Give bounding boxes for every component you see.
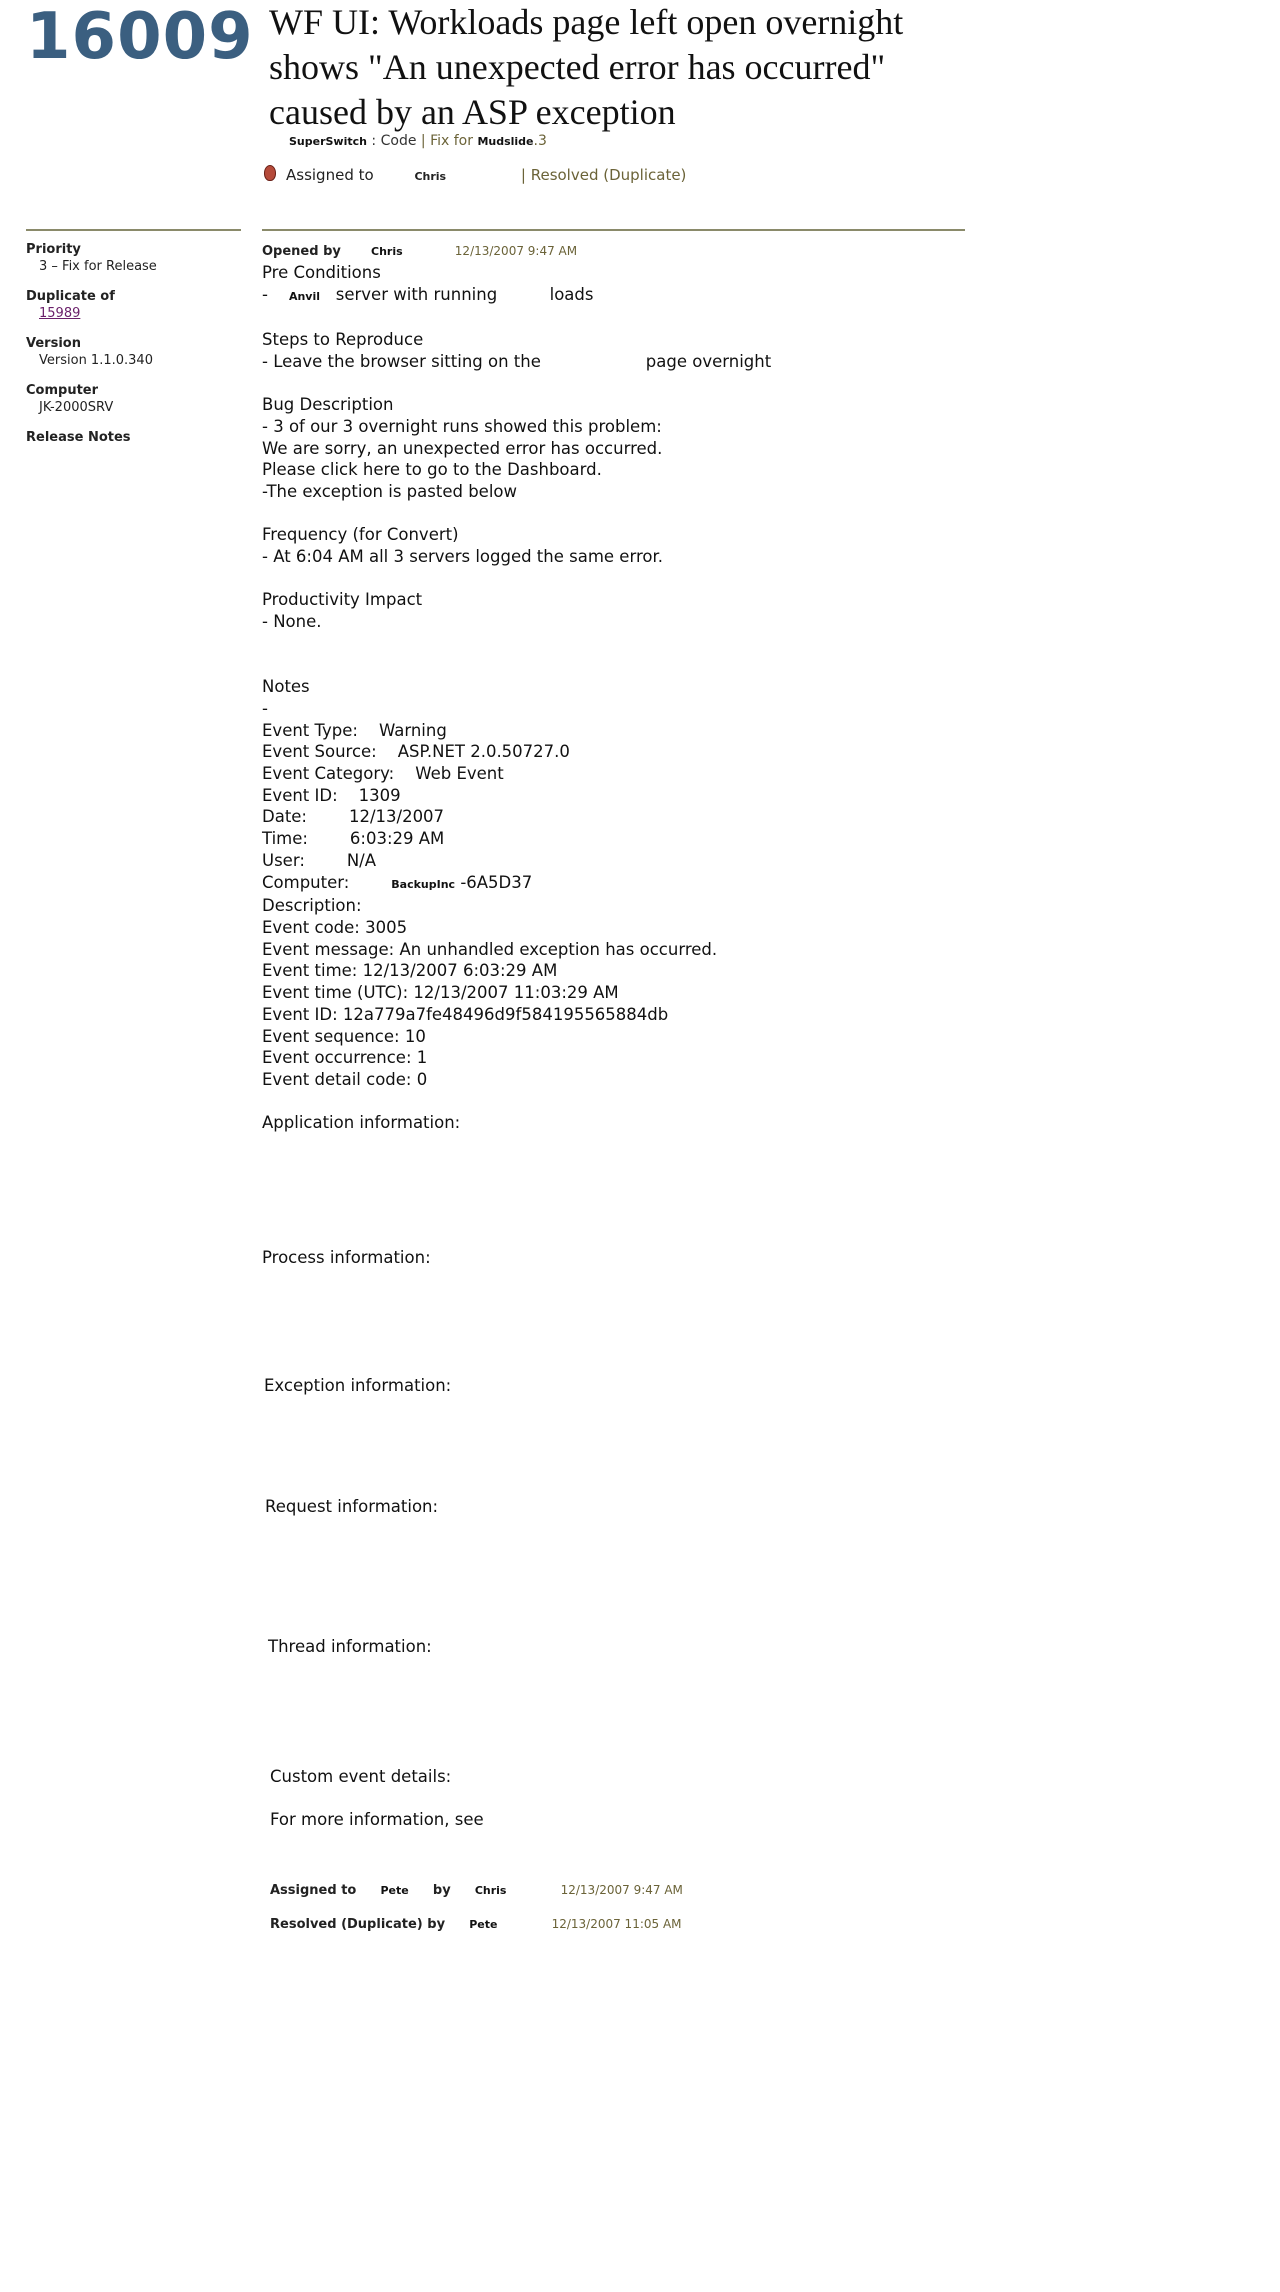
fix-for-release: Mudslide <box>477 135 534 148</box>
computer-prefix: Computer: <box>262 872 350 892</box>
area-name: Code <box>380 133 417 149</box>
project-name: SuperSwitch <box>289 135 367 148</box>
steps-line <box>262 351 982 373</box>
event-line: Event Source: ASP.NET 2.0.50727.0 <box>262 742 570 762</box>
computer-label: Computer <box>26 383 99 398</box>
history-person: Pete <box>469 1918 498 1931</box>
history-entry <box>270 1883 683 1898</box>
history-label: Assigned to <box>270 1883 357 1898</box>
sidebar <box>26 242 241 445</box>
event-line: Description: <box>262 896 362 916</box>
more-info-line: For more information, see <box>270 1810 484 1829</box>
history-person: Pete <box>380 1884 409 1897</box>
event-line: Event Category: Web Event <box>262 764 504 784</box>
event-line: Time: 6:03:29 AM <box>262 829 445 849</box>
fix-for-suffix: .3 <box>533 133 547 149</box>
pre-conditions-line <box>262 284 982 308</box>
opened-date: 12/13/2007 9:47 AM <box>454 244 578 258</box>
process-info-heading: Process information: <box>262 1248 431 1267</box>
thread-info-heading: Thread information: <box>268 1637 432 1656</box>
pre-dash: - <box>262 284 268 304</box>
request-info-heading: Request information: <box>265 1497 439 1516</box>
bug-line: Please click here to go to the Dashboard. <box>262 460 602 480</box>
application-info-heading: Application information: <box>262 1113 461 1133</box>
bug-line: -The exception is pasted below <box>262 482 518 501</box>
steps-end: page overnight <box>645 351 772 371</box>
release-notes-label: Release Notes <box>26 430 131 445</box>
impact-line: - None. <box>262 612 322 632</box>
bug-number: 16009 <box>26 0 254 74</box>
event-line: Event sequence: 10 <box>262 1026 426 1046</box>
computer-value: JK-2000SRV <box>39 400 114 415</box>
history-entry <box>270 1917 682 1932</box>
frequency-heading: Frequency (for Convert) <box>262 525 459 545</box>
history-date: 12/13/2007 11:05 AM <box>551 1917 682 1931</box>
event-line: Event message: An unhandled exception has occurred. <box>262 939 718 959</box>
bug-description <box>262 262 982 1134</box>
steps-heading: Steps to Reproduce <box>262 330 424 350</box>
assignment-line <box>264 165 686 184</box>
event-line: Event ID: 1309 <box>262 785 401 805</box>
event-line: Event time: 12/13/2007 6:03:29 AM <box>262 961 558 981</box>
bug-icon <box>264 165 276 181</box>
bug-meta-line <box>289 133 547 149</box>
pre-mid: server with running <box>335 284 498 304</box>
notes-dash: - <box>262 698 268 718</box>
fix-for-label: | Fix for <box>420 133 473 149</box>
priority-value: 3 – Fix for Release <box>39 259 157 274</box>
exception-info-heading: Exception information: <box>264 1376 452 1395</box>
bug-heading: Bug Description <box>262 395 394 415</box>
priority-label: Priority <box>26 242 81 257</box>
history-date: 12/13/2007 9:47 AM <box>560 1883 683 1897</box>
pre-end: loads <box>549 284 594 304</box>
impact-heading: Productivity Impact <box>262 590 423 610</box>
duplicate-link[interactable]: 15989 <box>39 306 81 321</box>
custom-event-heading: Custom event details: <box>270 1767 452 1786</box>
history-by-person: Chris <box>474 1884 507 1897</box>
opened-by-person: Chris <box>371 245 403 258</box>
area-separator: : <box>366 133 381 149</box>
product-name: Anvil <box>288 289 321 303</box>
event-computer-line <box>262 872 982 896</box>
notes-heading: Notes <box>262 677 310 697</box>
bug-line: - 3 of our 3 overnight runs showed this problem: <box>262 416 662 436</box>
computer-host: BackupInc <box>391 877 456 891</box>
history-by: by <box>432 1883 451 1898</box>
opened-by-line <box>262 244 577 259</box>
bug-status: | Resolved (Duplicate) <box>520 166 687 184</box>
opened-by-label: Opened by <box>262 244 341 259</box>
event-line: Date: 12/13/2007 <box>262 807 445 827</box>
history-label: Resolved (Duplicate) by <box>270 1917 446 1932</box>
sidebar-divider <box>26 229 241 231</box>
frequency-line: - At 6:04 AM all 3 servers logged the same error. <box>262 547 663 567</box>
event-line: Event Type: Warning <box>262 720 447 740</box>
event-line: User: N/A <box>262 850 377 870</box>
duplicate-label: Duplicate of <box>26 289 115 304</box>
main-divider <box>262 229 965 231</box>
version-label: Version <box>26 336 81 351</box>
steps-start: - Leave the browser sitting on the <box>262 351 541 371</box>
event-line: Event ID: 12a779a7fe48496d9f584195565884db <box>262 1004 669 1024</box>
bug-line: We are sorry, an unexpected error has occurred. <box>262 438 663 458</box>
computer-suffix: -6A5D37 <box>460 872 533 892</box>
assigned-label: Assigned to <box>286 166 374 184</box>
version-value: Version 1.1.0.340 <box>39 353 153 368</box>
assigned-person: Chris <box>414 170 447 183</box>
event-line: Event occurrence: 1 <box>262 1048 428 1068</box>
event-line: Event detail code: 0 <box>262 1069 428 1089</box>
bug-title: WF UI: Workloads page left open overnight shows "An unexpected error has occurred" caused by an ASP exception <box>269 2 904 132</box>
event-line: Event time (UTC): 12/13/2007 11:03:29 AM <box>262 983 619 1003</box>
event-line: Event code: 3005 <box>262 918 408 937</box>
pre-conditions-heading: Pre Conditions <box>262 263 381 282</box>
